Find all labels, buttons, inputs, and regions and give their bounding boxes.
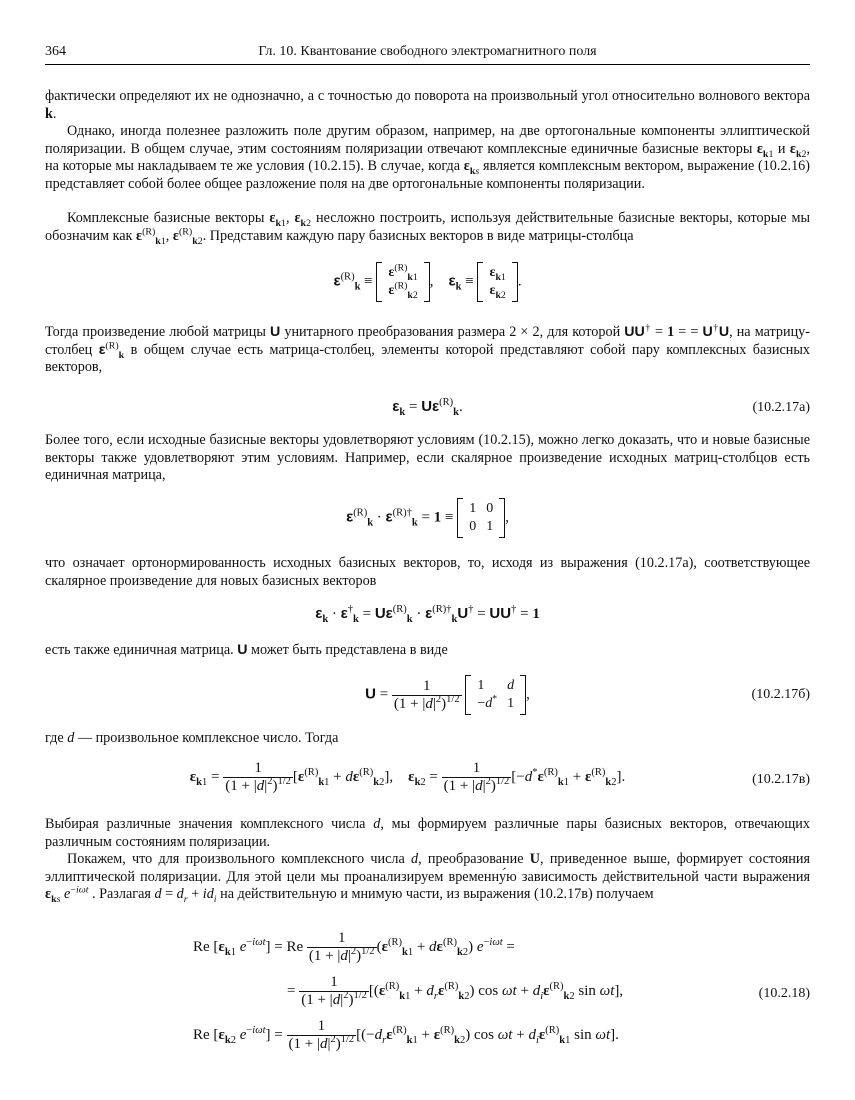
equation-10-2-17a: $\varepsilon_k = U\varepsilon^{(R)}_k$. (10.2.17а) [392,397,810,418]
equation-number: (10.2.17а) [752,400,810,415]
paragraph-1: фактически определяют их не однозначно, а с точностью до поворота на произвольный угол относительно волнового вектора k. [45,88,810,122]
equation-number: (10.2.17б) [751,687,810,702]
equation-10-2-17b: U = $\frac{1}{(1 + |d|^2)^{1/2}}$ 1 d −d* 1 , (10.2.17б) [45,675,810,719]
running-header [45,44,810,65]
paragraph-3: Комплексные базисные векторы $\varepsilon_{k1}$, $\varepsilon_{k2}$ несложно построить, используя действительные базисные векторы, которые мы обозначим как $\varepsilon^{(R)}_{k1}$, $\varepsilon^{(R)}_{k2}$. Представим каждую пару базисных векторов в виде матрицы-столбца [45,210,811,247]
equation-column-matrices: $\varepsilon^{(R)}_k$ ≡ $\varepsilon^{(R)}_{k1}$ $\varepsilon^{(R)}_{k2}$ , $\varepsilon_k$ ≡ $\varepsilon_{k1}$ $\varepsilon_{k2}$ . [333,262,522,301]
equation-number: (10.2.17в) [752,772,810,787]
paragraph-2: Однако, иногда полезнее разложить поле другим образом, например, на две ортогональные компоненты эллиптической поляризации. В общем случае, этим состояниям поляризации отвечают комплексные единичные базисные векторы $\varepsilon_{k1}$ и $\varepsilon_{k2}$, на которые мы накладываем те же условия (10.2.15). В случае, когда $\varepsilon_{ks}$ является комплексным вектором, выражение (10.2.16) представляет собой более общее разложение поля на две ортогональные компоненты поляризации. [45,123,810,192]
paragraph-4: Тогда произведение любой матрицы U унитарного преобразования размера 2 × 2, для которой UU† = 1 = = U†U, на матрицу-столбец $\varepsilon^{(R)}_k$ в общем случае есть матрица-столбец, элементы которой представляют собой пару комплексных базисных векторов, [45,322,810,376]
equation-unit-matrix: $\varepsilon^{(R)}_k \cdot \varepsilon^{(R)\dagger}_k = 1$ ≡ 1 0 0 1 , [45,498,810,538]
equation-new-basis-product: $\varepsilon_k \cdot \varepsilon^\dagger_k = U\varepsilon^{(R)}_k \cdot \varepsilon^{(R)\dagger}_kU^\dagger = UU^\dagger = 1$ [315,604,540,625]
paragraph-10: Покажем, что для произвольного комплексного числа d, преобразование U, приведенное выше, формирует состояния эллиптической поляризации. Для этой цели мы проанализируем временну́ю зависимость действительной части выражения $\varepsilon_{ks}$ $e^{-i\omega t}$ . Разлагая $d = d_r + id_i$ на действительную и мнимую части, из выражения (10.2.17в) получаем [45,851,810,906]
paragraph-8: где d — произвольное комплексное число. Тогда [45,730,339,746]
equation-number: (10.2.18) [758,986,810,1001]
paragraph-6: что означает ортонормированность исходных базисных векторов, то, исходя из выражения (10.2.17а), соответствующее скалярное произведение для новых базисных векторов [45,555,810,589]
equation-10-2-18: Re [$\varepsilon_{k1}$ $e^{-i\omega t}] = Re$ $\frac{1}{(1 + |d|^2)^{1/2}}$ $(\varepsilon^{(R)}_{k1} + d\varepsilon^{(R)}_{k2}) e^{-i\omega t}$ = = $\frac{1}{(1 + |d|^2)^{1/2}}$ [$(\varepsilon^{(R)}_{k1} + d_r\varepsilon^{(R)}_{k2})$ $\cos \omega t + d_i\varepsilon^{(R)}_{k2}$ sin ωt], (10.2.18) Re [$\varepsilon_{k2}$ $e^{-i\omega t}$] = $\frac{1}{(1 + |d|^2)^{1/2}}$ [$(-d_r\varepsilon^{(R)}_{k1} + \varepsilon^{(R)}_{k2})$ $\cos \omega t + d_i\varepsilon^{(R)}_{k1}$ sin ωt]. [193,930,810,1052]
paragraph-5: Более того, если исходные базисные векторы удовлетворяют условиям (10.2.15), можно легко доказать, что и новые базисные векторы также удовлетворяют этим условиям. Например, если скалярное произведение исходных матриц-столбцов есть единичная матрица, [45,432,810,484]
equation-10-2-17v: $\varepsilon_{k1}$ = $\frac{1}{(1 + |d|^2)^{1/2}}$ $[\varepsilon^{(R)}_{k1} + d\varepsilon^{(R)}_{k2}]$, $\varepsilon_{k2}$ = $\frac{1}{(1 + |d|^2)^{1/2}}$ $[-d^*\varepsilon^{(R)}_{k1} + \varepsilon^{(R)}_{k2}]$. (10.2.17в) [189,760,810,794]
paragraph-7: есть также единичная матрица. U может быть представлена в виде [45,642,448,658]
paragraph-9: Выбирая различные значения комплексного числа d, мы формируем различные пары базисных векторов, отвечающих различным состояниям поляризации. [45,816,810,850]
page-number: 364 [45,44,66,59]
running-title: Гл. 10. Квантование свободного электромагнитного поля [258,44,597,59]
